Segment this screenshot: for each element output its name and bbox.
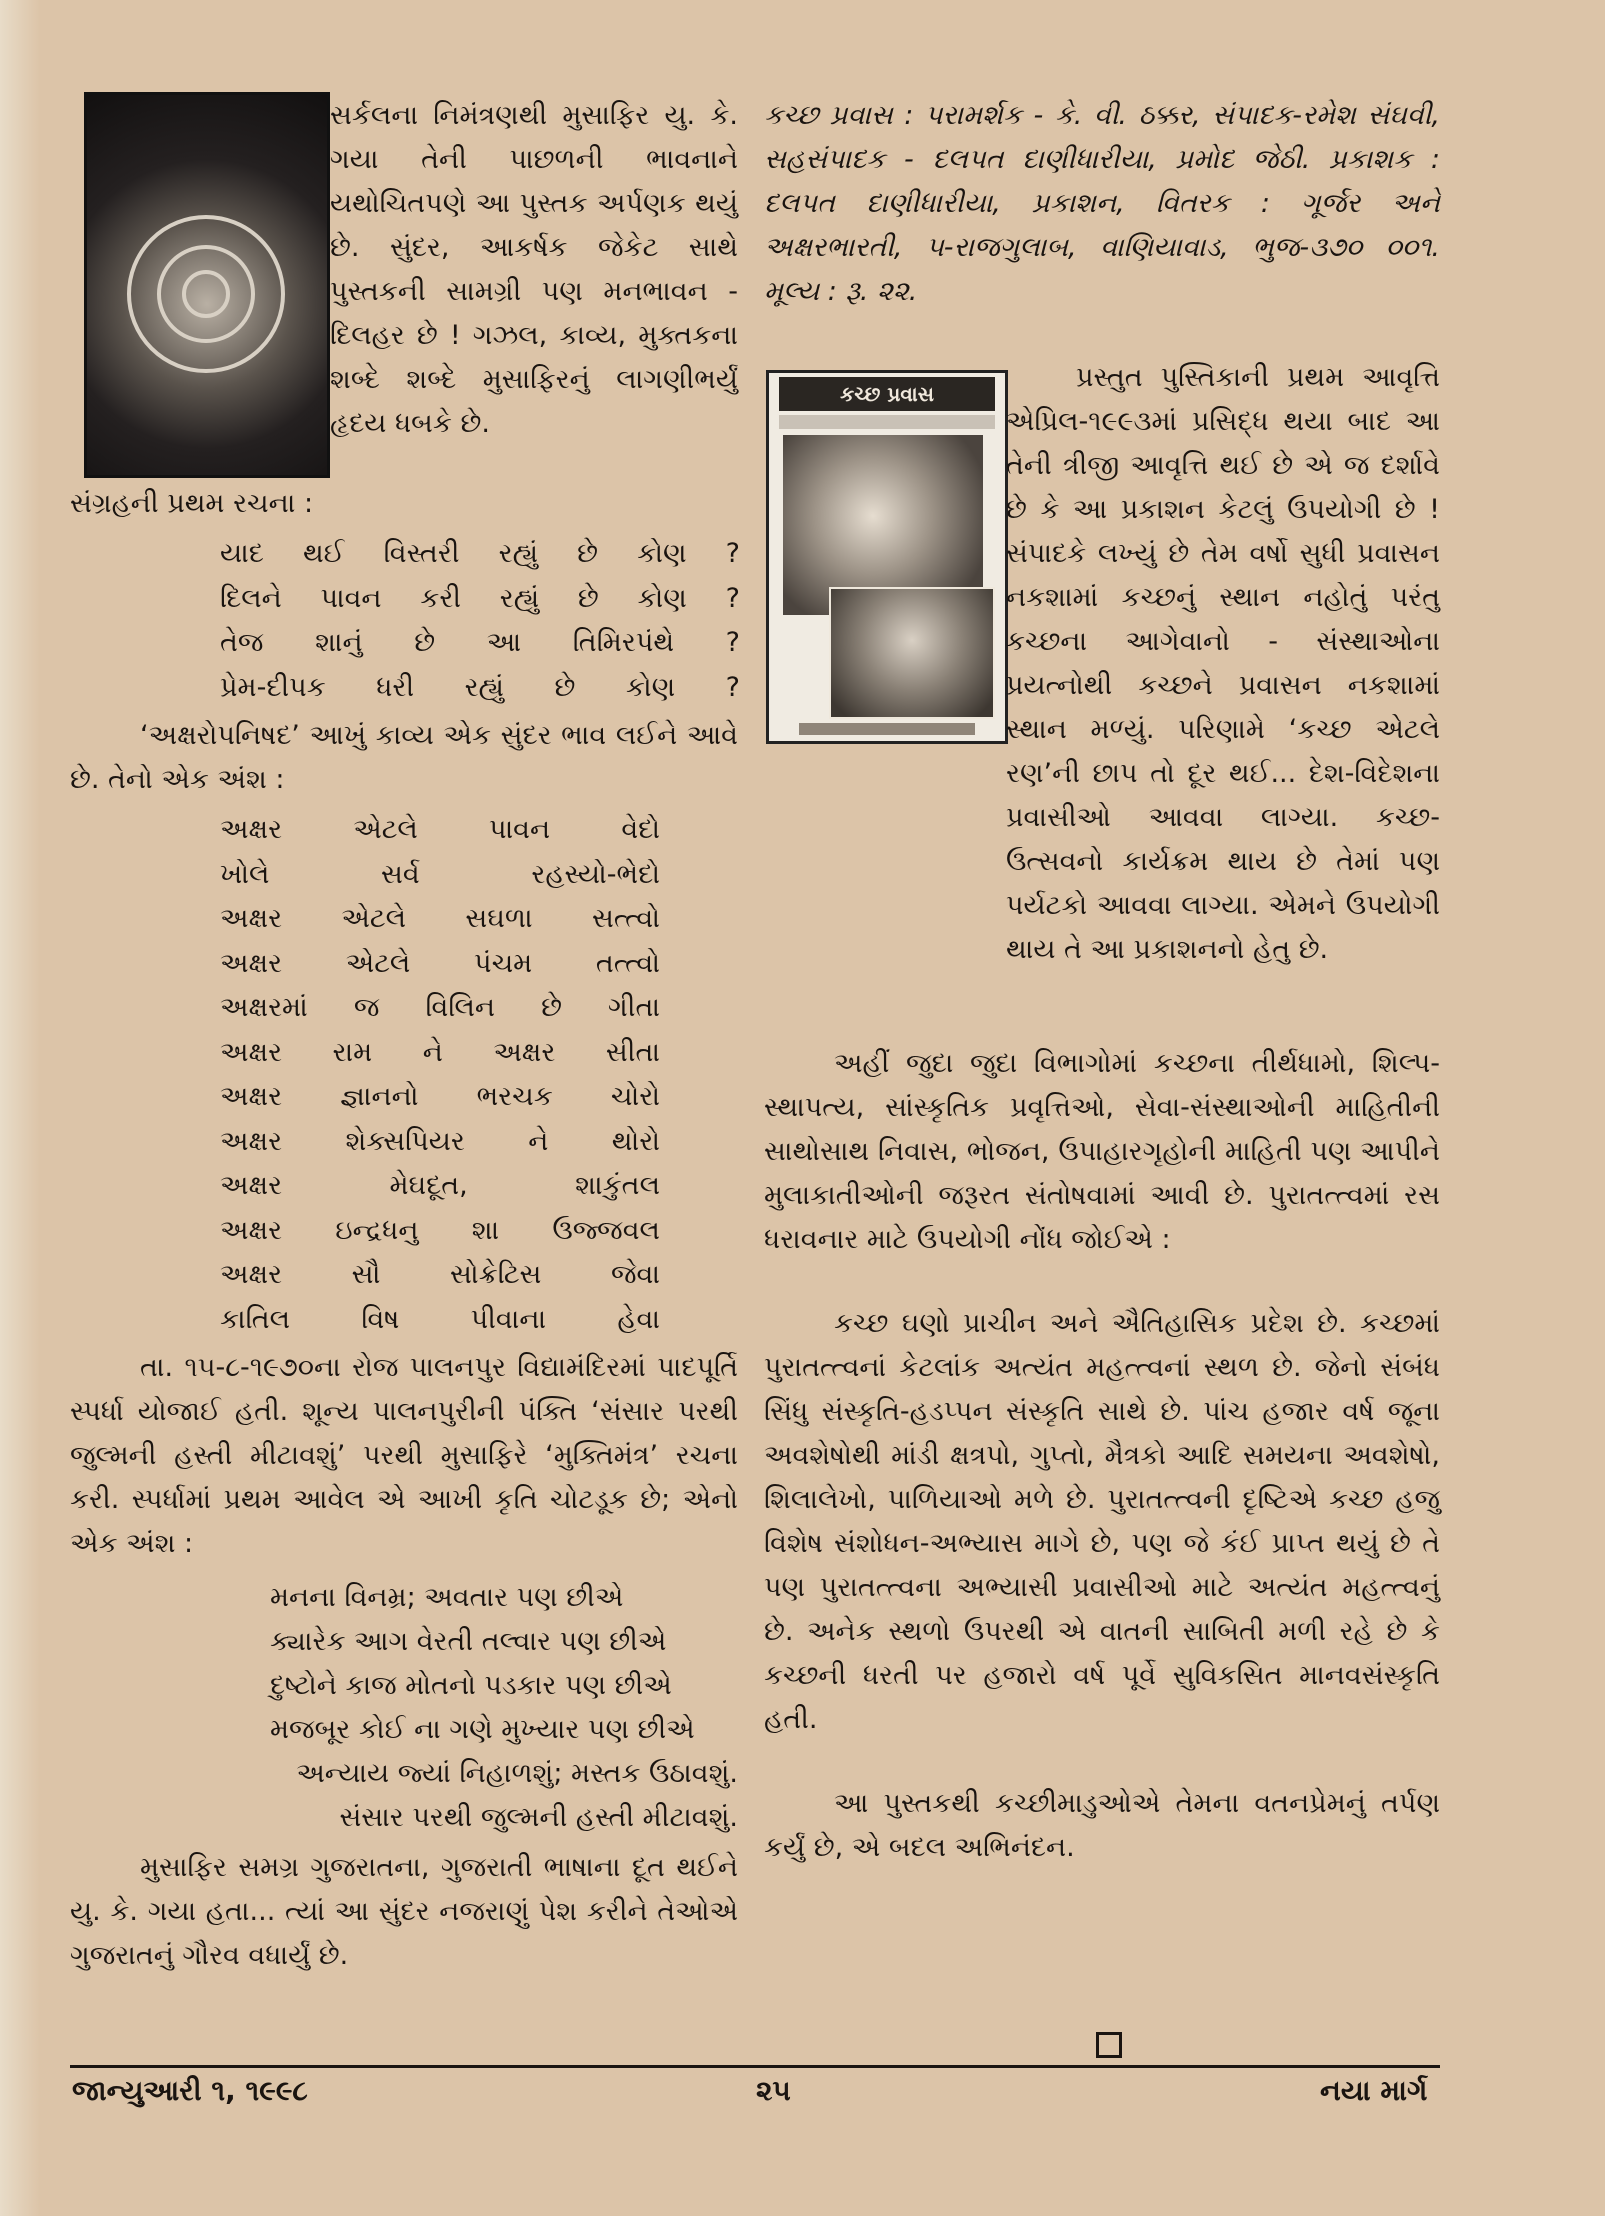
para3: કચ્છ ઘણો પ્રાચીન અને ઐતિહાસિક પ્રદેશ છે. કચ્છમાં પુરાતત્ત્વનાં કેટલાંક અત્યંત મહત્ત્વનાં સ્થળ છે. જેનો સંબંધ સિંધુ સંસ્કૃતિ-હડપ્પન સંસ્કૃતિ સાથે છે. પાંચ હજાર વર્ષ જૂના અવશેષોથી માંડી ક્ષત્રપો, ગુપ્તો, મૈત્રકો આદિ સમયના અવશેષો, શિલાલેખો, પાળિયાઓ મળે છે. પુરાતત્ત્વની દૃષ્ટિએ કચ્છ હજુ વિશેષ સંશોધન-અભ્યાસ માગે છે, પણ જે કંઈ પ્રાપ્ત થયું છે તે પણ પુરાતત્ત્વના અભ્યાસી પ્રવાસીઓ માટે અત્યંત મહત્ત્વનું છે. અનેક સ્થળો ઉપરથી એ વાતની સાબિતી મળી રહે છે કે કચ્છની ધરતી પર હજારો વર્ષ પૂર્વે સુવિકસિત માનવસંસ્કૃતિ હતી. [764, 1308, 1440, 1735]
poem-word: હેવા [617, 1303, 660, 1335]
poem-word: શાનું [315, 627, 363, 658]
poem-word: એટલે [353, 814, 418, 845]
poem-word: અક્ષર [220, 1259, 283, 1290]
poem-line [220, 897, 660, 942]
poem-word: કોણ [625, 671, 676, 703]
poem-word: પીવાના [470, 1303, 547, 1335]
poem-word: કરી [420, 582, 462, 614]
poem-line [220, 577, 740, 622]
right-column-top [764, 94, 1440, 314]
poem-word: ? [725, 671, 740, 703]
footer-rule [70, 2065, 1440, 2068]
poem-line: દુષ્ટોને કાજ મોતનો પડકાર પણ છીએ [270, 1670, 672, 1701]
poem-word: છે [541, 992, 562, 1023]
para1-text: પ્રસ્તુત પુસ્તિકાની પ્રથમ આવૃત્તિ એપ્રિલ-૧૯૯૩માં પ્રસિદ્ધ થયા બાદ આ તેની ત્રીજી આવૃત્તિ થઈ છે એ જ દર્શાવે છે કે આ પ્રકાશન કેટલું ઉપયોગી છે ! સંપાદકે લખ્યું છે તેમ વર્ષો સુધી પ્રવાસન નકશામાં કચ્છનું સ્થાન નહોતું પરંતુ કચ્છના આગેવાનો - સંસ્થાઓના પ્રયત્નોથી કચ્છને પ્રવાસન નકશામાં સ્થાન મળ્યું. પરિણામે ‘કચ્છ એટલે રણ’ની છાપ તો દૂર થઈ... દેશ-વિદેશના પ્રવાસીઓ આવવા લાગ્યા. કચ્છ-ઉત્સવનો કાર્યક્રમ થાય છે તેમાં પણ પર્યટકો આવવા લાગ્યા. એમને ઉપયોગી થાય તે આ પ્રકાશનનો હેતુ છે. [1006, 362, 1440, 965]
poem-word: અક્ષર [493, 1036, 556, 1068]
poem-word: ? [725, 582, 740, 614]
poem-line [220, 1164, 660, 1209]
poem-line [220, 942, 660, 987]
poem-word: કોણ [637, 538, 687, 569]
poem-word: છે [577, 582, 599, 614]
closing-paragraph: મુસાફિર સમગ્ર ગુજરાતના, ગુજરાતી ભાષાના દૂત થઈને યુ. કે. ગયા હતા... ત્યાં આ સુંદર નજરાણું પેશ કરીને તેઓએ ગુજરાતનું ગૌરવ વધાર્યું છે. [70, 1852, 738, 1971]
para1-top [1006, 356, 1440, 972]
poem-word: જ્ઞાનનો [340, 1081, 419, 1112]
poem-akshar [70, 808, 738, 1342]
poem-line: અન્યાય જ્યાં નિહાળશું; મસ્તક ઉઠાવશું. [296, 1758, 738, 1789]
poem-line: મનના વિનમ્ર; અવતાર પણ છીએ [270, 1582, 624, 1613]
poem-word: રહ્યું [464, 671, 504, 703]
cover-ring [182, 270, 230, 318]
poem-word: રહ્યું [499, 582, 540, 614]
poem-word: પાવન [320, 582, 382, 614]
poem-line [220, 986, 660, 1031]
para2: અહીં જુદા જુદા વિભાગોમાં કચ્છના તીર્થધામો, શિલ્પ-સ્થાપત્ય, સાંસ્કૃતિક પ્રવૃત્તિઓ, સેવા-સંસ્થાઓની માહિતીની સાથોસાથ નિવાસ, ભોજન, ઉપાહારગૃહોની માહિતી પણ આપીને મુલાકાતીઓની જરૂરત સંતોષવામાં આવી છે. પુરાતત્ત્વમાં રસ ધરાવનાર માટે ઉપયોગી નોંધ જોઈએ : [764, 1048, 1440, 1255]
poem-line [220, 1031, 660, 1076]
poem-line: સંસાર પરથી જુલ્મની હસ્તી મીટાવશું. [339, 1802, 738, 1833]
poem-line [220, 1209, 660, 1254]
page-edge [0, 0, 40, 2216]
book-info: કચ્છ પ્રવાસ : પરામર્શક - કે. વી. ઠક્કર, સંપાદક-રમેશ સંઘવી, સહસંપાદક - દલપત દાણીધારીયા, પ્રમોદ જેઠી. પ્રકાશક : દલપત દાણીધારીયા, પ્રકાશન, વિતરક : ગૂર્જર અને અક્ષરભારતી, ૫-રાજગુલાબ, વાણિયાવાડ, ભુજ-૩૭૦ ૦૦૧. મૂલ્ય : રૂ. ૨૨. [764, 100, 1440, 307]
poem-word: ગીતા [608, 992, 660, 1023]
akshar-intro-paragraph: ‘અક્ષરોપનિષદ’ આખું કાવ્ય એક સુંદર ભાવ લઈને આવે છે. તેનો એક અંશ : [70, 720, 738, 795]
right-column-bottom [764, 1042, 1440, 1870]
poem-line [220, 853, 660, 898]
poem-word: યાદ [220, 538, 264, 569]
poem-word: વિલિન [425, 992, 495, 1023]
poem-word: કાતિલ [220, 1303, 291, 1335]
poem-word: રામ [332, 1036, 373, 1068]
poem-word: વેદો [621, 814, 660, 845]
poem-word: અક્ષર [220, 814, 283, 845]
poem-word: અક્ષર [220, 1036, 283, 1068]
poem-first [70, 532, 738, 710]
poem-word: અક્ષર [220, 947, 283, 979]
poem-word: પંચમ [474, 947, 533, 979]
poem-word: પાવન [489, 814, 551, 845]
poem-word: એટલે [345, 947, 411, 979]
poem-line [220, 1298, 660, 1343]
end-mark-icon [1096, 2032, 1122, 2058]
intro-paragraph: સર્કલના નિમંત્રણથી મુસાફિર યુ. કે. ગયા તેની પાછળની ભાવનાને યથોચિતપણે આ પુસ્તક અર્પણક થયું છે. સુંદર, આકર્ષક જેકેટ સાથે પુસ્તકની સામગ્રી પણ મનભાવન - દિલહર છે ! ગઝલ, કાવ્ય, મુક્તકના શબ્દે શબ્દે મુસાફિરનું લાગણીભર્યું હૃદય ધબકે છે. [330, 100, 738, 439]
poem-word: થઈ [302, 538, 345, 569]
poem-line [220, 621, 740, 666]
left-intro-block [330, 94, 738, 446]
kutch-pravas-cover-image [766, 370, 1008, 744]
poem-line [220, 1075, 660, 1120]
poem-muktimantra [70, 1576, 738, 1840]
poem-word: તત્ત્વો [595, 947, 660, 979]
poem-word: ઇન્દ્રધનુ [335, 1214, 419, 1246]
cover-subtitle-strip [779, 415, 995, 429]
poem-word: ધરી [376, 671, 415, 703]
poem-word: શા [471, 1214, 500, 1246]
poem-line [220, 666, 740, 711]
poem-word: તિમિરપંથે [572, 627, 675, 658]
poem-word: અક્ષર [220, 1081, 283, 1112]
poem-line: મજબૂર કોઈ ના ગણે મુખ્યાર પણ છીએ [270, 1714, 695, 1745]
poem-word: આ [486, 627, 522, 658]
poem-word: રહ્યું [498, 538, 539, 569]
poem-word: વિસ્તરી [383, 538, 460, 569]
poem-word: છે [577, 538, 599, 569]
poem-word: અક્ષર [220, 1170, 283, 1201]
poem-word: જ [353, 992, 380, 1023]
poem-word: દિલને [220, 582, 282, 614]
poem-word: પ્રેમ-દીપક [220, 671, 326, 703]
para4: આ પુસ્તકથી કચ્છીમાડુઓએ તેમના વતનપ્રેમનું તર્પણ કર્યું છે, એ બદલ અભિનંદન. [764, 1788, 1440, 1863]
poem-word: મેઘદૂત, [389, 1170, 468, 1201]
poem-word: છે [554, 671, 576, 703]
poem-word: સઘળા [465, 903, 533, 934]
poem-word: સૌ [351, 1259, 381, 1290]
footer-date: જાન્યુઆરી ૧, ૧૯૯૮ [72, 2074, 308, 2107]
poem-word: કોણ [637, 582, 687, 614]
poem-line [220, 1253, 660, 1298]
poem-word: ને [422, 1036, 443, 1068]
poem-word: ચોરો [610, 1081, 660, 1112]
competition-paragraph: તા. ૧૫-૮-૧૯૭૦ના રોજ પાલનપુર વિદ્યામંદિરમાં પાદપૂર્તિ સ્પર્ધા યોજાઈ હતી. શૂન્ય પાલનપુરીની પંક્તિ ‘સંસાર પરથી જુલ્મની હસ્તી મીટાવશું’ પરથી મુસાફિરે ‘મુક્તિમંત્ર’ રચના કરી. સ્પર્ધામાં પ્રથમ આવેલ એ આખી કૃતિ ચોટડૂક છે; એનો એક અંશ : [70, 1352, 738, 1559]
poem-word: ? [725, 538, 740, 569]
poem-line [220, 808, 660, 853]
poem-word: તેજ [220, 627, 264, 658]
cover-photo-inset [829, 587, 995, 719]
poem-word: થોરો [611, 1125, 660, 1157]
poem-word: ખોલે [220, 858, 270, 890]
poem-word: સીતા [605, 1036, 660, 1068]
cover-footer-strip [799, 723, 975, 735]
poem-word: એટલે [341, 903, 407, 934]
poem-word: અક્ષર [220, 1125, 283, 1157]
poem-line [220, 532, 740, 577]
poem-word: શાકુંતલ [575, 1170, 660, 1201]
poem-word: ભરચક [476, 1081, 553, 1112]
footer-publication: નયા માર્ગ [1320, 2074, 1428, 2107]
collection-first-label: સંગ્રહની પ્રથમ રચના : [70, 488, 314, 519]
poem-word: અક્ષરમાં [220, 992, 308, 1023]
poem-word: સર્વ [381, 858, 420, 890]
poem-word: રહસ્યો-ભેદો [531, 858, 660, 890]
poem-word: જેવા [611, 1259, 660, 1290]
poem-word: શેક્સપિયર [345, 1125, 465, 1157]
poem-word: સત્ત્વો [591, 903, 660, 934]
poem-word: અક્ષર [220, 1214, 283, 1246]
footer-page-number: ૨૫ [756, 2074, 791, 2107]
poem-word: છે [414, 627, 436, 658]
poem-line [220, 1120, 660, 1165]
poem-word: ઉજ્જવલ [552, 1214, 660, 1246]
poem-word: સોક્રેટિસ [450, 1259, 542, 1290]
poem-word: વિષ [361, 1303, 400, 1335]
poem-word: અક્ષર [220, 903, 283, 934]
cover-title: કચ્છ પ્રવાસ [779, 377, 995, 411]
poem-word: ? [725, 627, 740, 658]
right-para1-wrap [1006, 356, 1440, 972]
book-cover-image [84, 92, 330, 478]
poem-line: ક્યારેક આગ વેરતી તલ્વાર પણ છીએ [270, 1626, 667, 1657]
poem-word: ને [528, 1125, 549, 1157]
left-column [70, 482, 738, 1978]
